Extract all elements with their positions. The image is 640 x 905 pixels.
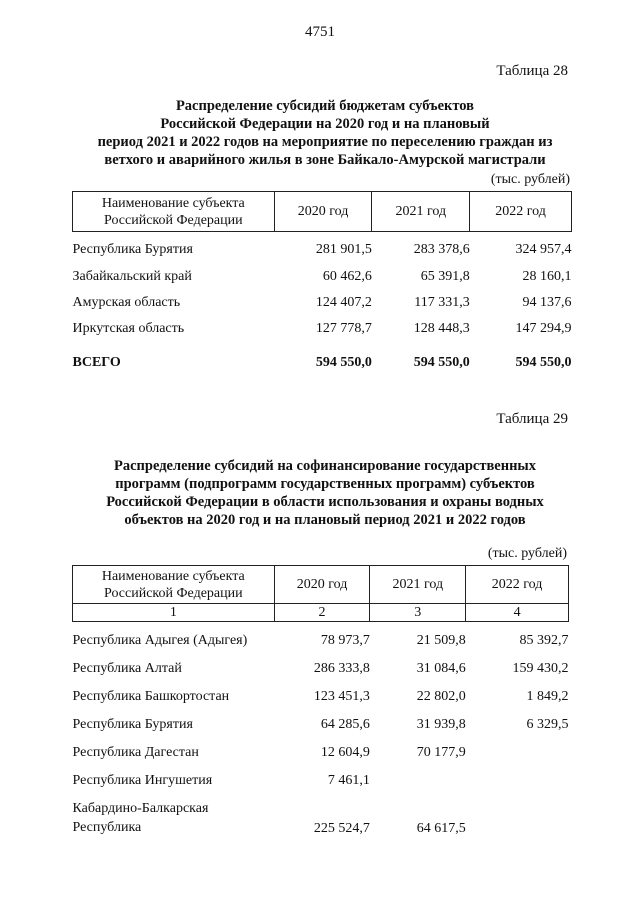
value-2020: 286 333,8 [313, 660, 370, 676]
column-number: 3 [370, 604, 466, 622]
table-28-title-line: Российской Федерации на 2020 год и на плановый [160, 116, 490, 132]
table-29 [72, 565, 569, 837]
table-28-title-line: ветхого и аварийного жилья в зоне Байкало-Амурской магистрали [104, 152, 546, 168]
table-29-unit: (тыс. рублей) [487, 546, 567, 561]
value-2022: 324 957,4 [515, 241, 572, 257]
column-header-2020: 2020 год [274, 566, 370, 604]
value-2021: 64 617,5 [416, 820, 466, 836]
value-2021: 65 391,8 [420, 268, 470, 284]
subject-name: Республика Ингушетия [72, 772, 213, 788]
value-2021: 31 084,6 [416, 660, 466, 676]
value-2020: 7 461,1 [327, 772, 370, 788]
table-29-title-line: объектов на 2020 год и на плановый период 2021 и 2022 годов [124, 512, 526, 528]
table-29-title [60, 457, 590, 529]
total-2022: 594 550,0 [515, 354, 572, 370]
table-row [73, 232, 572, 258]
table-28-title-line: Распределение субсидий бюджетам субъектов [175, 98, 475, 114]
value-2021: 31 939,8 [416, 716, 466, 732]
page-number: 4751 [305, 24, 335, 40]
table-row [73, 705, 569, 733]
value-2022 [466, 761, 569, 789]
value-2021: 22 802,0 [416, 688, 466, 704]
subject-name: Республика Алтай [72, 660, 182, 676]
value-2020: 123 451,3 [313, 688, 370, 704]
value-2021: 128 448,3 [413, 320, 470, 336]
value-2022 [466, 733, 569, 761]
total-label: ВСЕГО [72, 354, 121, 370]
column-header-2022: 2022 год [470, 192, 572, 232]
value-2020: 281 901,5 [315, 241, 372, 257]
table-28-label: Таблица 28 [496, 63, 568, 79]
value-2021: 283 378,6 [413, 241, 470, 257]
column-number-row [73, 604, 569, 622]
value-2021: 70 177,9 [416, 744, 466, 760]
table-row [73, 311, 572, 337]
subject-name-line: Кабардино-Балкарская [72, 800, 209, 816]
value-2021: 117 331,3 [414, 294, 470, 310]
value-2022: 28 160,1 [522, 268, 572, 284]
table-28-title [60, 97, 590, 169]
value-2022: 6 329,5 [526, 716, 569, 732]
column-header-2021: 2021 год [372, 192, 470, 232]
value-2022 [466, 789, 569, 837]
value-2020: 78 973,7 [320, 632, 370, 648]
value-2020: 225 524,7 [313, 820, 370, 836]
table-29-title-line: Российской Федерации в области использования и охраны водных [106, 494, 544, 510]
subject-name: Республика Дагестан [72, 744, 199, 760]
column-header-subject: Наименование субъекта Российской Федерации [73, 566, 275, 604]
value-2021: 21 509,8 [416, 632, 466, 648]
subject-name [73, 789, 275, 837]
value-2022: 1 849,2 [526, 688, 569, 704]
value-2022: 85 392,7 [519, 632, 569, 648]
column-header-2021: 2021 год [370, 566, 466, 604]
table-row [73, 649, 569, 677]
value-2020: 124 407,2 [315, 294, 372, 310]
column-number: 2 [274, 604, 370, 622]
table-29-label: Таблица 29 [496, 411, 568, 427]
subject-name: Забайкальский край [72, 268, 192, 284]
table-28 [72, 191, 572, 371]
subject-name: Республика Бурятия [72, 716, 193, 732]
table-row [73, 258, 572, 285]
table-28-unit: (тыс. рублей) [490, 172, 570, 187]
table-row [73, 285, 572, 311]
column-header-subject: Наименование субъекта Российской Федерации [73, 192, 275, 232]
value-2021 [370, 761, 466, 789]
subject-name: Республика Бурятия [72, 241, 193, 257]
column-header-2020: 2020 год [274, 192, 372, 232]
total-row [73, 337, 572, 371]
value-2020: 64 285,6 [320, 716, 370, 732]
table-29-title-line: Распределение субсидий на софинансирование государственных [114, 458, 536, 474]
table-28-header-row [73, 192, 572, 232]
total-2021: 594 550,0 [413, 354, 470, 370]
subject-name: Иркутская область [72, 320, 185, 336]
column-number: 4 [466, 604, 569, 622]
value-2020: 127 778,7 [315, 320, 372, 336]
total-2020: 594 550,0 [315, 354, 372, 370]
table-row [73, 677, 569, 705]
subject-name: Республика Башкортостан [72, 688, 230, 704]
column-header-2022: 2022 год [466, 566, 569, 604]
table-28-title-line: период 2021 и 2022 годов на мероприятие по переселению граждан из [97, 134, 553, 150]
subject-name: Республика Адыгея (Адыгея) [72, 632, 248, 648]
table-row [73, 761, 569, 789]
value-2020: 60 462,6 [322, 268, 372, 284]
table-29-title-line: программ (подпрограмм государственных программ) субъектов [115, 476, 535, 492]
value-2022: 159 430,2 [512, 660, 569, 676]
column-number: 1 [73, 604, 275, 622]
table-row [73, 733, 569, 761]
subject-name: Амурская область [72, 294, 181, 310]
value-2022: 94 137,6 [522, 294, 572, 310]
table-row [73, 789, 569, 837]
subject-name-line: Республика [72, 819, 142, 835]
value-2022: 147 294,9 [515, 320, 572, 336]
table-29-header-row [73, 566, 569, 604]
table-row [73, 622, 569, 649]
value-2020: 12 604,9 [320, 744, 370, 760]
